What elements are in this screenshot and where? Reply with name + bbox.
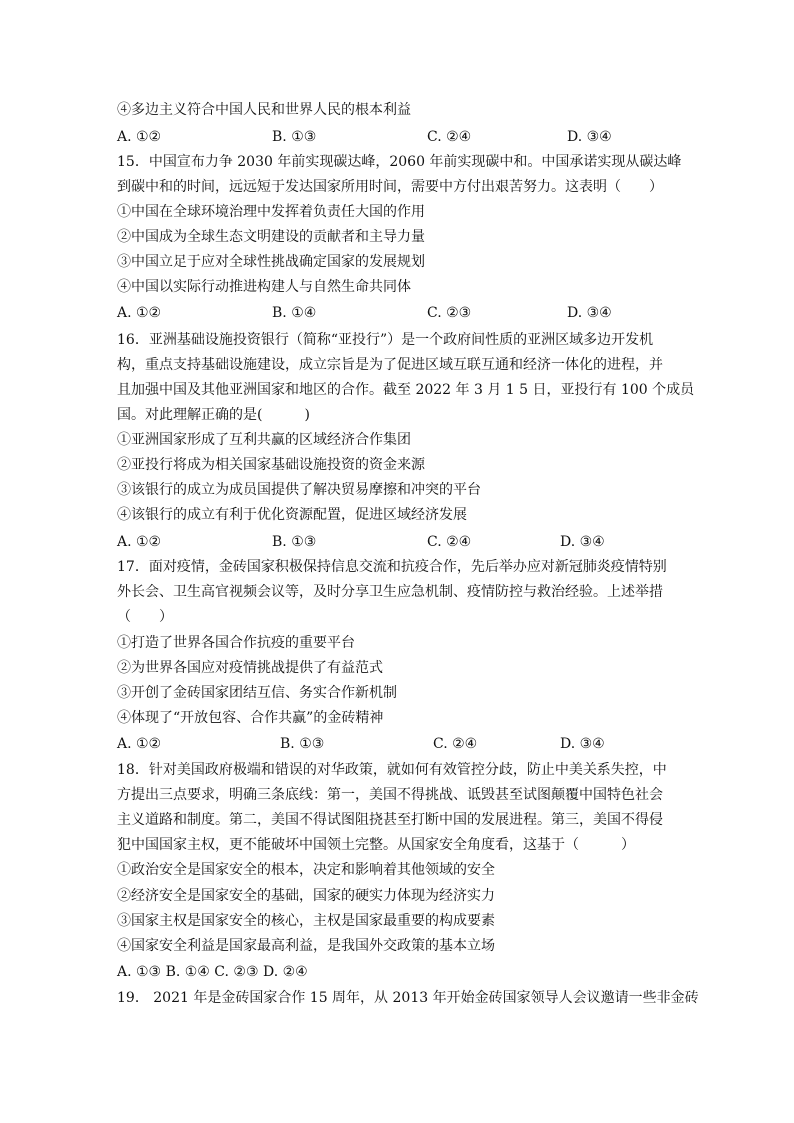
choice-d: D. ③④ <box>567 129 612 145</box>
option-line: ②经济安全是国家安全的基础，国家的硬实力体现为经济实力 <box>117 888 495 904</box>
option-line: ①打造了世界各国合作抗疫的重要平台 <box>117 635 355 651</box>
question-15-text: 到碳中和的时间，远远短于发达国家所用时间，需要中方付出艰苦努力。这表明（ ） <box>117 179 663 195</box>
choice-d: D. ③④ <box>567 305 612 321</box>
question-18-text: 方提出三点要求，明确三条底线：第一，美国不得挑战、诋毁甚至试图颠覆中国特色社会 <box>117 787 663 803</box>
question-16-text: 16．亚洲基础设施投资银行（简称“亚投行”）是一个政府间性质的亚洲区域多边开发机 <box>117 332 654 348</box>
question-17-text: （ ） <box>117 609 173 625</box>
option-line: ④体现了“开放包容、合作共赢”的金砖精神 <box>117 710 384 726</box>
choice-d: D. ③④ <box>560 534 605 550</box>
choice-a: A. ①② <box>117 305 162 321</box>
choice-b: B. ①③ <box>272 534 317 550</box>
answer-choices <box>117 532 682 552</box>
question-15-text: 15．中国宣布力争 2030 年前实现碳达峰，2060 年前实现碳中和。中国承诺实现从碳达峰 <box>117 154 682 170</box>
option-line: ①政治安全是国家安全的根本，决定和影响着其他领域的安全 <box>117 862 495 878</box>
choice-c: C. ②④ <box>433 736 478 752</box>
option-line: ③开创了金砖国家团结互信、务实合作新机制 <box>117 685 397 701</box>
option-line: ③该银行的成立为成员国提供了解决贸易摩擦和冲突的平台 <box>117 482 481 498</box>
question-16-text: 且加强中国及其他亚洲国家和地区的合作。截至 2022 年 3 月 1 5 日，亚投行有 100 个成员 <box>117 382 695 398</box>
option-line: ②为世界各国应对疫情挑战提供了有益范式 <box>117 660 383 676</box>
question-18-text: 主义道路和制度。第二，美国不得试图阻挠甚至打断中国的发展进程。第三，美国不得侵 <box>117 812 663 828</box>
question-17-text: 17．面对疫情，金砖国家积极保持信息交流和抗疫合作，先后举办应对新冠肺炎疫情特别 <box>117 559 667 575</box>
choice-b: B. ①③ <box>272 129 317 145</box>
option-line: ④中国以实际行动推进构建人与自然生命共同体 <box>117 279 411 295</box>
answer-choices <box>117 127 682 147</box>
option-line: ②中国成为全球生态文明建设的贡献者和主导力量 <box>117 229 425 245</box>
choice-b: B. ①③ <box>280 736 325 752</box>
option-line: ①亚洲国家形成了互利共赢的区域经济合作集团 <box>117 432 411 448</box>
option-line: ④国家安全利益是国家最高利益，是我国外交政策的基本立场 <box>117 938 495 954</box>
choice-a: A. ①② <box>117 129 162 145</box>
option-line: ④该银行的成立有利于优化资源配置，促进区域经济发展 <box>117 507 467 523</box>
choice-a: A. ①② <box>117 534 162 550</box>
question-18-text: 18．针对美国政府极端和错误的对华政策，就如何有效管控分歧，防止中美关系失控，中 <box>117 762 667 778</box>
question-16-text: 国。对此理解正确的是( ) <box>117 407 310 423</box>
option-line: ①中国在全球环境治理中发挥着负责任大国的作用 <box>117 204 425 220</box>
choice-c: C. ②④ <box>427 534 472 550</box>
option-line: ③国家主权是国家安全的核心，主权是国家最重要的构成要素 <box>117 913 495 929</box>
answer-choices: A. ①③ B. ①④ C. ②③ D. ②④ <box>117 964 308 980</box>
question-16-text: 构，重点支持基础设施建设，成立宗旨是为了促进区域互联互通和经济一体化的进程，并 <box>117 357 663 373</box>
choice-a: A. ①② <box>117 736 162 752</box>
choice-b: B. ①④ <box>272 305 317 321</box>
question-17-text: 外长会、卫生高官视频会议等，及时分享卫生应急机制、疫情防控与救治经验。上述举措 <box>117 584 663 600</box>
choice-c: C. ②④ <box>427 129 472 145</box>
option-line: ②亚投行将成为相关国家基础设施投资的资金来源 <box>117 457 425 473</box>
choice-d: D. ③④ <box>560 736 605 752</box>
question-18-text: 犯中国国家主权，更不能破坏中国领土完整。从国家安全角度看，这基于（ ） <box>117 837 635 853</box>
option-line: ④多边主义符合中国人民和世界人民的根本利益 <box>117 102 411 118</box>
answer-choices <box>117 734 682 754</box>
choice-c: C. ②③ <box>427 305 472 321</box>
question-19-text: 19． 2021 年是金砖国家合作 15 周年，从 2013 年开始金砖国家领导人会议邀请一些非金砖 <box>117 990 699 1006</box>
option-line: ③中国立足于应对全球性挑战确定国家的发展规划 <box>117 254 425 270</box>
answer-choices <box>117 303 682 323</box>
